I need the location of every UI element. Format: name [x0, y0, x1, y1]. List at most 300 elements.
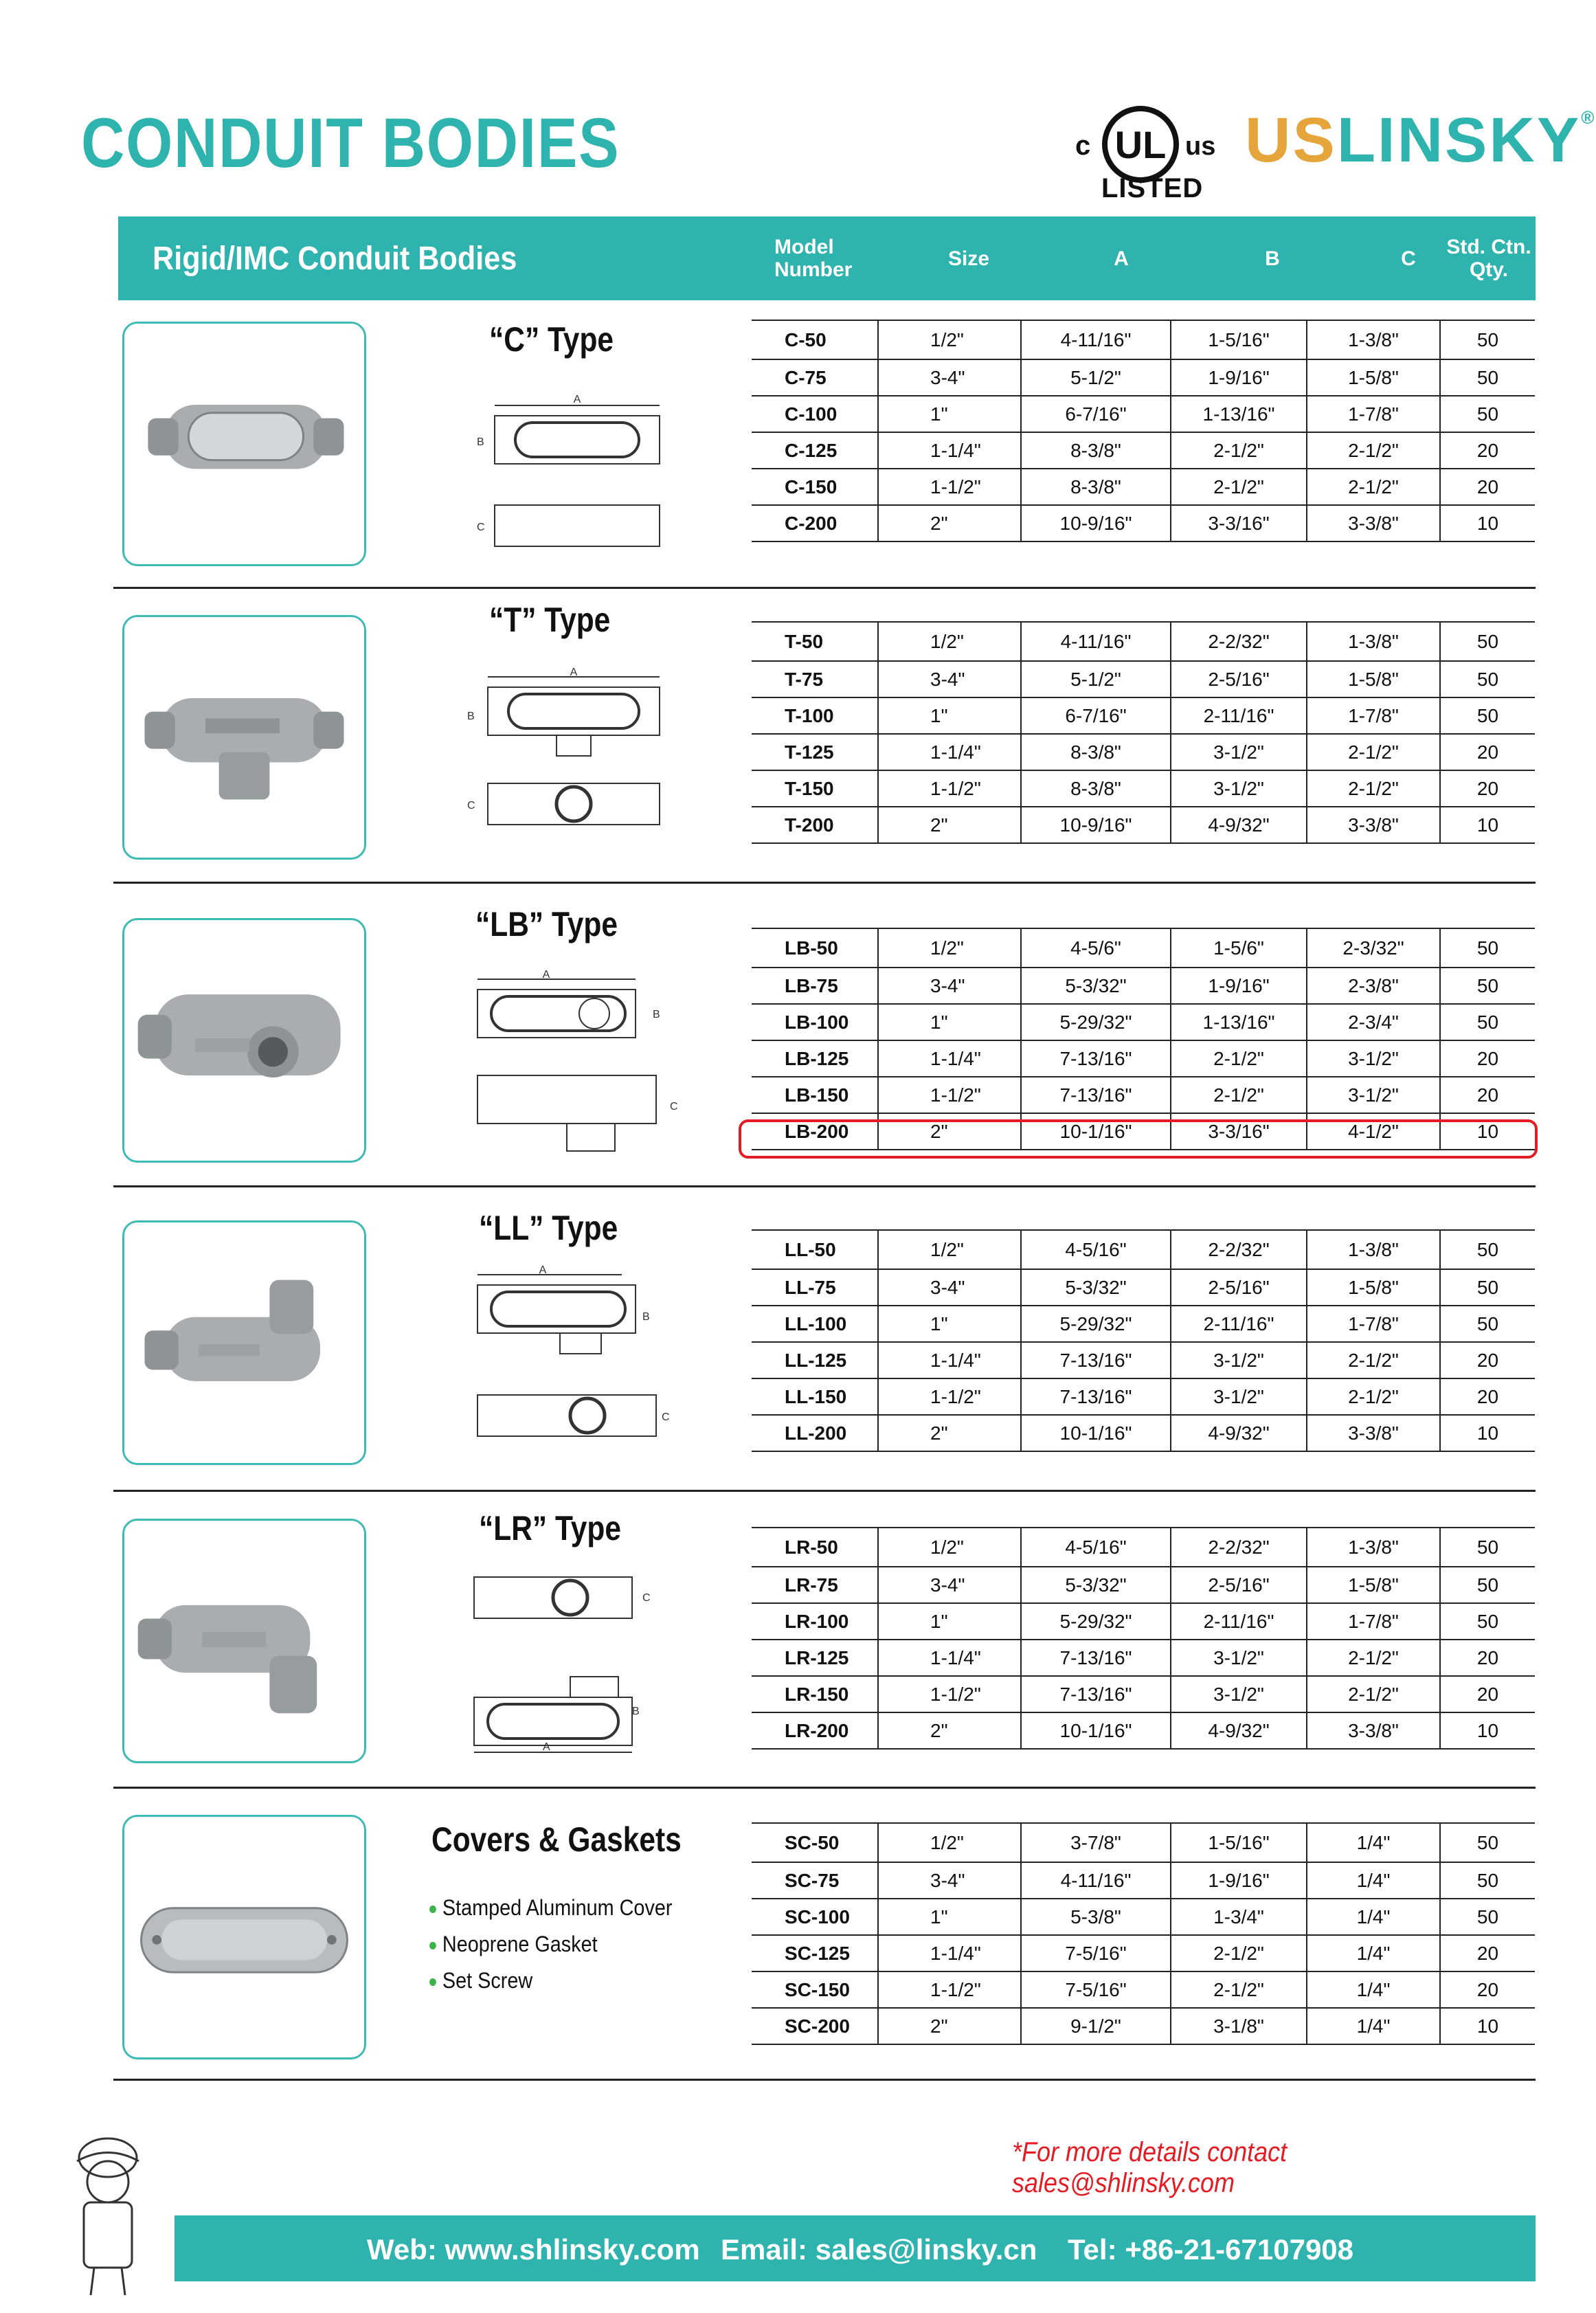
dim-c-cell: 2-1/2" [1307, 1676, 1440, 1712]
lr-type-dimension-drawing [467, 1563, 687, 1756]
size-cell: 2" [878, 1113, 1021, 1150]
qty-cell: 20 [1440, 432, 1535, 469]
dim-b-cell: 2-1/2" [1171, 1077, 1307, 1113]
dim-b-cell: 1-5/6" [1171, 928, 1307, 968]
dim-a-cell: 10-9/16" [1021, 807, 1171, 843]
size-cell: 3-4" [878, 968, 1021, 1004]
brand-logo-us: US [1245, 105, 1337, 175]
table-row [752, 396, 1535, 432]
section-title-t-type: “T” Type [489, 601, 611, 639]
dim-a-cell: 7-13/16" [1021, 1077, 1171, 1113]
dim-a-cell: 10-9/16" [1021, 505, 1171, 541]
cover-features-list [429, 1890, 699, 1999]
dim-a-cell: 7-13/16" [1021, 1378, 1171, 1415]
header-title: Rigid/IMC Conduit Bodies [153, 241, 517, 277]
model-cell: T-125 [752, 734, 878, 770]
qty-cell: 50 [1440, 1567, 1535, 1603]
size-cell: 1/2" [878, 1230, 1021, 1269]
model-cell: LB-50 [752, 928, 878, 968]
size-cell: 1" [878, 1306, 1021, 1342]
dim-b-cell: 2-1/2" [1171, 469, 1307, 505]
dim-a-cell: 5-29/32" [1021, 1306, 1171, 1342]
dim-a-cell: 5-29/32" [1021, 1004, 1171, 1040]
brand-logo [1245, 105, 1596, 175]
dim-a-cell: 4-5/16" [1021, 1528, 1171, 1567]
dim-a-cell: 4-11/16" [1021, 622, 1171, 661]
bullet-dot-icon [429, 1906, 436, 1913]
dim-b-cell: 4-9/32" [1171, 807, 1307, 843]
dim-c-cell: 3-3/8" [1307, 1415, 1440, 1451]
ul-listed-mark [1075, 96, 1216, 206]
ul-listed-text: LISTED [1101, 173, 1204, 203]
col-model-number: Model Number [774, 236, 853, 281]
model-cell: C-100 [752, 396, 878, 432]
dim-c-cell: 1-7/8" [1307, 1306, 1440, 1342]
dim-a-cell: 8-3/8" [1021, 770, 1171, 807]
qty-cell: 10 [1440, 1712, 1535, 1749]
covers-spec-table [752, 1822, 1535, 2045]
table-row [752, 1528, 1535, 1567]
size-cell: 1/2" [878, 1528, 1021, 1567]
qty-cell: 50 [1440, 359, 1535, 396]
model-cell: SC-50 [752, 1823, 878, 1862]
size-cell: 1-1/2" [878, 1676, 1021, 1712]
size-cell: 1/2" [878, 928, 1021, 968]
dim-c-cell: 1-7/8" [1307, 697, 1440, 734]
brand-logo-rest: LINSKY [1336, 105, 1582, 175]
lb-type-conduit-body-photo [122, 918, 366, 1163]
dim-c-cell: 1-3/8" [1307, 320, 1440, 359]
dim-c-cell: 1-5/8" [1307, 661, 1440, 697]
section-title-c-type: “C” Type [489, 320, 614, 359]
model-cell: T-100 [752, 697, 878, 734]
dim-c-cell: 2-3/32" [1307, 928, 1440, 968]
dim-a-cell: 8-3/8" [1021, 469, 1171, 505]
qty-cell: 50 [1440, 622, 1535, 661]
dim-b-cell: 1-13/16" [1171, 1004, 1307, 1040]
footer-tel: Tel: +86-21-67107908 [1068, 2233, 1354, 2266]
size-cell: 1/2" [878, 622, 1021, 661]
page-title: CONDUIT BODIES [81, 104, 620, 182]
dim-b-cell: 3-1/2" [1171, 1676, 1307, 1712]
c-type-conduit-body-photo [122, 322, 366, 566]
dim-b-cell: 3-3/16" [1171, 1113, 1307, 1150]
dim-b-cell: 4-9/32" [1171, 1712, 1307, 1749]
dim-c-cell: 1/4" [1307, 1935, 1440, 1971]
dim-a-cell: 5-3/32" [1021, 1269, 1171, 1306]
qty-cell: 50 [1440, 1269, 1535, 1306]
model-cell: LR-200 [752, 1712, 878, 1749]
size-cell: 2" [878, 2008, 1021, 2044]
model-cell: LB-75 [752, 968, 878, 1004]
dim-b-cell: 2-1/2" [1171, 1935, 1307, 1971]
qty-cell: 20 [1440, 1935, 1535, 1971]
dim-b-cell: 2-1/2" [1171, 432, 1307, 469]
size-cell: 1-1/2" [878, 469, 1021, 505]
model-cell: LB-125 [752, 1040, 878, 1077]
lr-type-conduit-body-photo [122, 1519, 366, 1763]
dim-a-cell: 8-3/8" [1021, 734, 1171, 770]
qty-cell: 50 [1440, 396, 1535, 432]
col-a: A [1114, 247, 1129, 270]
model-cell: T-50 [752, 622, 878, 661]
dim-c-cell: 2-3/8" [1307, 968, 1440, 1004]
table-row [752, 1077, 1535, 1113]
model-cell: LL-150 [752, 1378, 878, 1415]
dim-a-cell: 4-11/16" [1021, 1862, 1171, 1899]
size-cell: 1-1/2" [878, 1077, 1021, 1113]
qty-cell: 10 [1440, 2008, 1535, 2044]
dim-a-cell: 5-29/32" [1021, 1603, 1171, 1640]
dim-b-cell: 2-2/32" [1171, 1528, 1307, 1567]
dim-c-cell: 2-1/2" [1307, 770, 1440, 807]
dim-b-cell: 2-5/16" [1171, 1269, 1307, 1306]
dim-c-cell: 2-1/2" [1307, 1640, 1440, 1676]
table-row [752, 1935, 1535, 1971]
dim-c-cell: 2-1/2" [1307, 1378, 1440, 1415]
section-divider [113, 1185, 1536, 1187]
table-row [752, 807, 1535, 843]
dim-c-cell: 3-3/8" [1307, 807, 1440, 843]
model-cell: LR-75 [752, 1567, 878, 1603]
dim-a-cell: 5-1/2" [1021, 359, 1171, 396]
dim-b-cell: 2-1/2" [1171, 1971, 1307, 2008]
table-row [752, 2008, 1535, 2044]
dim-c-cell: 1-5/8" [1307, 1269, 1440, 1306]
size-cell: 1-1/4" [878, 432, 1021, 469]
section-title-ll-type: “LL” Type [479, 1209, 618, 1247]
dim-b-cell: 3-3/16" [1171, 505, 1307, 541]
col-std-ctn-qty: Std. Ctn. Qty. [1446, 236, 1531, 281]
feature-item: Stamped Aluminum Cover [429, 1890, 672, 1926]
dim-c-cell: 1-5/8" [1307, 359, 1440, 396]
model-cell: LB-200 [752, 1113, 878, 1150]
dim-b-cell: 1-13/16" [1171, 396, 1307, 432]
ul-us-letters: us [1185, 132, 1216, 161]
model-cell: T-75 [752, 661, 878, 697]
size-cell: 1-1/4" [878, 1342, 1021, 1378]
dim-c-cell: 2-1/2" [1307, 1342, 1440, 1378]
qty-cell: 10 [1440, 1113, 1535, 1150]
dim-b-cell: 3-1/2" [1171, 770, 1307, 807]
qty-cell: 20 [1440, 734, 1535, 770]
qty-cell: 20 [1440, 1640, 1535, 1676]
dim-c-cell: 1-3/8" [1307, 1528, 1440, 1567]
table-row [752, 770, 1535, 807]
model-cell: LB-150 [752, 1077, 878, 1113]
table-row [752, 1567, 1535, 1603]
col-c: C [1401, 247, 1416, 270]
size-cell: 1" [878, 1004, 1021, 1040]
dim-b-cell: 2-11/16" [1171, 697, 1307, 734]
dim-b-cell: 3-1/8" [1171, 2008, 1307, 2044]
feature-item: Neoprene Gasket [429, 1926, 672, 1963]
size-cell: 1-1/4" [878, 1640, 1021, 1676]
dim-c-cell: 2-1/2" [1307, 469, 1440, 505]
dim-b-cell: 2-2/32" [1171, 1230, 1307, 1269]
qty-cell: 50 [1440, 1306, 1535, 1342]
lb-200-highlight [739, 1119, 1538, 1159]
qty-cell: 20 [1440, 1676, 1535, 1712]
size-cell: 1" [878, 697, 1021, 734]
dim-c-cell: 3-3/8" [1307, 505, 1440, 541]
table-row [752, 1971, 1535, 2008]
dim-a-cell: 7-13/16" [1021, 1040, 1171, 1077]
model-cell: LR-125 [752, 1640, 878, 1676]
dim-a-cell: 4-5/6" [1021, 928, 1171, 968]
dim-b-cell: 2-1/2" [1171, 1040, 1307, 1077]
table-row [752, 432, 1535, 469]
dim-c-cell: 1-3/8" [1307, 622, 1440, 661]
section-title-lb-type: “LB” Type [475, 905, 618, 943]
table-row [752, 1342, 1535, 1378]
dim-b-cell: 1-9/16" [1171, 1862, 1307, 1899]
model-cell: C-125 [752, 432, 878, 469]
size-cell: 1/2" [878, 320, 1021, 359]
table-row [752, 734, 1535, 770]
ll-type-dimension-drawing [464, 1264, 684, 1446]
size-cell: 1/2" [878, 1823, 1021, 1862]
dim-b-cell: 4-9/32" [1171, 1415, 1307, 1451]
dim-b-cell: 2-5/16" [1171, 1567, 1307, 1603]
table-row [752, 1269, 1535, 1306]
table-row [752, 359, 1535, 396]
dim-b-cell: 1-9/16" [1171, 968, 1307, 1004]
dim-a-cell: 8-3/8" [1021, 432, 1171, 469]
dim-a-cell: 9-1/2" [1021, 2008, 1171, 2044]
dim-a-cell: 7-5/16" [1021, 1935, 1171, 1971]
dim-label-a: A [570, 667, 578, 678]
dim-label-a: A [539, 1264, 547, 1276]
dim-b-cell: 3-1/2" [1171, 1640, 1307, 1676]
qty-cell: 50 [1440, 320, 1535, 359]
qty-cell: 50 [1440, 1004, 1535, 1040]
dim-b-cell: 2-11/16" [1171, 1306, 1307, 1342]
size-cell: 1-1/2" [878, 1378, 1021, 1415]
lb-type-dimension-drawing [464, 969, 684, 1158]
table-row [752, 1640, 1535, 1676]
dim-b-cell: 2-5/16" [1171, 661, 1307, 697]
model-cell: LL-50 [752, 1230, 878, 1269]
dim-a-cell: 3-7/8" [1021, 1823, 1171, 1862]
dim-a-cell: 7-13/16" [1021, 1640, 1171, 1676]
qty-cell: 50 [1440, 968, 1535, 1004]
size-cell: 3-4" [878, 661, 1021, 697]
feature-item: Set Screw [429, 1963, 672, 1999]
model-cell: LL-75 [752, 1269, 878, 1306]
table-header-band [118, 216, 1536, 300]
model-cell: LL-100 [752, 1306, 878, 1342]
table-row [752, 622, 1535, 661]
dim-b-cell: 1-5/16" [1171, 320, 1307, 359]
model-cell: LL-200 [752, 1415, 878, 1451]
section-title-lr-type: “LR” Type [479, 1509, 622, 1547]
bullet-dot-icon [429, 1942, 436, 1949]
size-cell: 1-1/4" [878, 734, 1021, 770]
model-cell: LR-100 [752, 1603, 878, 1640]
dim-c-cell: 2-3/4" [1307, 1004, 1440, 1040]
dim-label-b: B [467, 711, 475, 722]
model-cell: T-150 [752, 770, 878, 807]
model-cell: C-150 [752, 469, 878, 505]
footer-band [175, 2215, 1536, 2281]
dim-b-cell: 1-9/16" [1171, 359, 1307, 396]
dim-label-a: A [542, 969, 550, 981]
dim-a-cell: 7-13/16" [1021, 1342, 1171, 1378]
dim-a-cell: 10-1/16" [1021, 1415, 1171, 1451]
table-row [752, 697, 1535, 734]
qty-cell: 20 [1440, 1077, 1535, 1113]
section-divider [113, 587, 1536, 589]
size-cell: 3-4" [878, 359, 1021, 396]
table-row [752, 1899, 1535, 1935]
section-divider [113, 1787, 1536, 1789]
brand-logo-registered: ® [1581, 107, 1596, 128]
dim-c-cell: 1-5/8" [1307, 1567, 1440, 1603]
qty-cell: 20 [1440, 1040, 1535, 1077]
model-cell: T-200 [752, 807, 878, 843]
dim-a-cell: 5-1/2" [1021, 661, 1171, 697]
table-row [752, 1415, 1535, 1451]
lr-type-spec-table [752, 1527, 1535, 1750]
model-cell: C-200 [752, 505, 878, 541]
dim-c-cell: 2-1/2" [1307, 734, 1440, 770]
model-cell: SC-200 [752, 2008, 878, 2044]
table-row [752, 1712, 1535, 1749]
section-divider [113, 1490, 1536, 1492]
size-cell: 1-1/2" [878, 1971, 1021, 2008]
model-cell: SC-125 [752, 1935, 878, 1971]
dim-label-c: C [467, 800, 475, 812]
dim-c-cell: 3-3/8" [1307, 1712, 1440, 1749]
table-row [752, 469, 1535, 505]
dim-a-cell: 5-3/8" [1021, 1899, 1171, 1935]
qty-cell: 20 [1440, 1971, 1535, 2008]
model-cell: C-50 [752, 320, 878, 359]
qty-cell: 20 [1440, 1378, 1535, 1415]
qty-cell: 50 [1440, 661, 1535, 697]
dim-b-cell: 3-1/2" [1171, 734, 1307, 770]
table-row [752, 1823, 1535, 1862]
size-cell: 1-1/2" [878, 770, 1021, 807]
t-type-spec-table [752, 621, 1535, 844]
footer-email: Email: sales@linsky.cn [721, 2233, 1037, 2266]
model-cell: LR-150 [752, 1676, 878, 1712]
qty-cell: 20 [1440, 770, 1535, 807]
dim-c-cell: 3-1/2" [1307, 1040, 1440, 1077]
size-cell: 3-4" [878, 1862, 1021, 1899]
qty-cell: 10 [1440, 505, 1535, 541]
dim-c-cell: 1-7/8" [1307, 1603, 1440, 1640]
model-cell: C-75 [752, 359, 878, 396]
section-title-covers-gaskets: Covers & Gaskets [431, 1820, 682, 1859]
ul-letters: UL [1114, 123, 1167, 166]
t-type-dimension-drawing [460, 667, 673, 849]
dim-label-c: C [670, 1101, 678, 1113]
model-cell: LL-125 [752, 1342, 878, 1378]
dim-c-cell: 1-3/8" [1307, 1230, 1440, 1269]
qty-cell: 50 [1440, 1230, 1535, 1269]
size-cell: 1" [878, 396, 1021, 432]
model-cell: LB-100 [752, 1004, 878, 1040]
dim-a-cell: 4-11/16" [1021, 320, 1171, 359]
size-cell: 3-4" [878, 1269, 1021, 1306]
contact-note: *For more details contact sales@shlinsky.com [1012, 2137, 1288, 2198]
qty-cell: 50 [1440, 697, 1535, 734]
dim-b-cell: 2-11/16" [1171, 1603, 1307, 1640]
dim-a-cell: 4-5/16" [1021, 1230, 1171, 1269]
dim-a-cell: 7-13/16" [1021, 1676, 1171, 1712]
dim-a-cell: 6-7/16" [1021, 697, 1171, 734]
dim-c-cell: 3-1/2" [1307, 1077, 1440, 1113]
dim-c-cell: 2-1/2" [1307, 432, 1440, 469]
dim-label-c: C [662, 1411, 670, 1423]
dim-a-cell: 6-7/16" [1021, 396, 1171, 432]
table-row [752, 1676, 1535, 1712]
dim-c-cell: 1-7/8" [1307, 396, 1440, 432]
qty-cell: 50 [1440, 1528, 1535, 1567]
qty-cell: 10 [1440, 1415, 1535, 1451]
size-cell: 1-1/4" [878, 1040, 1021, 1077]
dim-c-cell: 1/4" [1307, 1862, 1440, 1899]
qty-cell: 20 [1440, 469, 1535, 505]
qty-cell: 10 [1440, 807, 1535, 843]
table-row [752, 1378, 1535, 1415]
dim-label-b: B [653, 1009, 660, 1020]
model-cell: SC-150 [752, 1971, 878, 2008]
dim-a-cell: 5-3/32" [1021, 968, 1171, 1004]
dim-label-b: B [477, 436, 484, 448]
dim-a-cell: 10-1/16" [1021, 1712, 1171, 1749]
dim-b-cell: 1-3/4" [1171, 1899, 1307, 1935]
dim-label-c: C [477, 522, 485, 533]
qty-cell: 50 [1440, 1823, 1535, 1862]
section-divider [113, 882, 1536, 884]
size-cell: 2" [878, 505, 1021, 541]
dim-b-cell: 3-1/2" [1171, 1378, 1307, 1415]
qty-cell: 50 [1440, 1862, 1535, 1899]
dim-c-cell: 1/4" [1307, 1823, 1440, 1862]
size-cell: 1-1/4" [878, 1935, 1021, 1971]
ll-type-conduit-body-photo [122, 1220, 366, 1465]
qty-cell: 50 [1440, 1603, 1535, 1640]
size-cell: 2" [878, 807, 1021, 843]
dim-a-cell: 10-1/16" [1021, 1113, 1171, 1150]
dim-c-cell: 1/4" [1307, 2008, 1440, 2044]
dim-a-cell: 7-5/16" [1021, 1971, 1171, 2008]
size-cell: 1" [878, 1899, 1021, 1935]
col-size: Size [947, 247, 990, 270]
cover-gasket-photo [122, 1815, 366, 2059]
footer-web: Web: www.shlinsky.com [367, 2233, 700, 2266]
ul-c-letter: c [1075, 131, 1091, 161]
table-row [752, 1004, 1535, 1040]
c-type-dimension-drawing [467, 392, 673, 570]
table-row [752, 1040, 1535, 1077]
size-cell: 1" [878, 1603, 1021, 1640]
size-cell: 2" [878, 1415, 1021, 1451]
size-cell: 3-4" [878, 1567, 1021, 1603]
dim-b-cell: 1-5/16" [1171, 1823, 1307, 1862]
table-row [752, 505, 1535, 541]
dim-label-c: C [642, 1592, 651, 1604]
table-row [752, 928, 1535, 968]
table-row [752, 1306, 1535, 1342]
worker-mascot-icon [63, 2130, 153, 2302]
table-row [752, 661, 1535, 697]
table-row [752, 320, 1535, 359]
dim-label-b: B [632, 1706, 640, 1717]
